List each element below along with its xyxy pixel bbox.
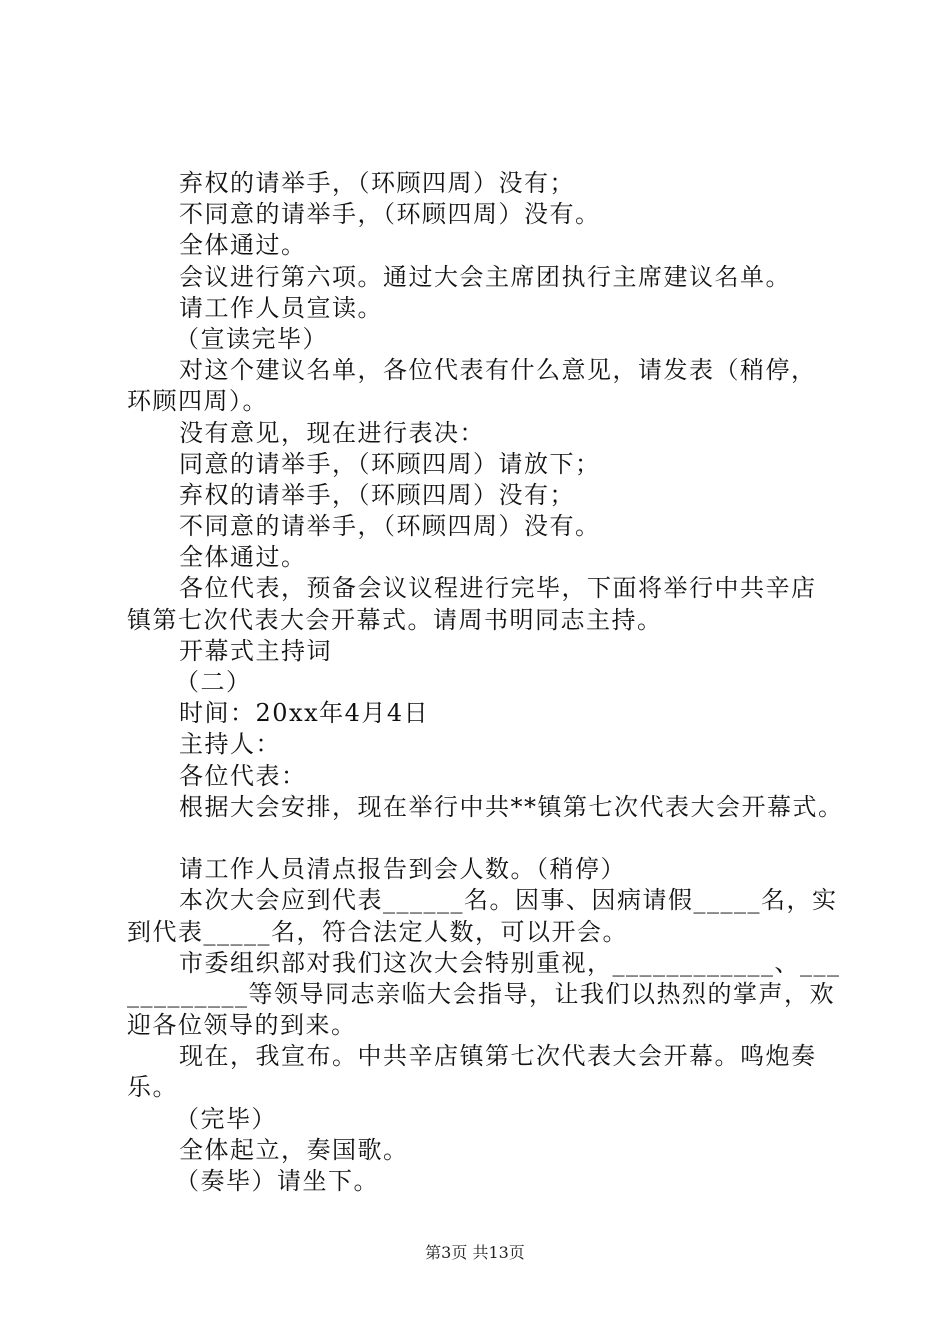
- text-line: （宣读完毕）: [175, 324, 328, 353]
- text-line: 现在，我宣布。中共辛店镇第七次代表大会开幕。鸣炮奏: [179, 1042, 817, 1071]
- section-number: （二）: [175, 668, 252, 696]
- document-body: [127, 168, 847, 1197]
- text-line: 全体通过。: [179, 543, 307, 572]
- text-line: （完毕）: [175, 1104, 277, 1133]
- text-line: 根据大会安排，现在举行中共**镇第七次代表大会开幕式。: [179, 792, 844, 821]
- text-line: 不同意的请举手，（环顾四周）没有。: [179, 512, 601, 541]
- text-line: 会议进行第六项。通过大会主席团执行主席建议名单。: [179, 262, 791, 291]
- page-footer: 第3页 共13页: [425, 1243, 525, 1262]
- text-line: 各位代表，预备会议议程进行完毕，下面将举行中共辛店: [179, 574, 817, 603]
- text-line: 弃权的请举手，（环顾四周）没有；: [179, 169, 575, 197]
- text-line: 乐。: [127, 1073, 178, 1102]
- text-line: _________等领导同志亲临大会指导，让我们以热烈的掌声，欢: [127, 979, 835, 1008]
- blank-line: [127, 823, 847, 854]
- text-line: 请工作人员宣读。: [179, 293, 383, 322]
- text-line: 请工作人员清点报告到会人数。（稍停）: [179, 855, 626, 884]
- meeting-time: 时间：20xx年4月4日: [179, 699, 430, 728]
- text-line: 弃权的请举手，（环顾四周）没有；: [179, 480, 575, 509]
- text-line: 本次大会应到代表______名。因事、因病请假_____名，实: [179, 886, 838, 915]
- text-line: 没有意见，现在进行表决：: [179, 418, 485, 447]
- salutation: 各位代表：: [179, 761, 307, 790]
- section-title: 开幕式主持词: [179, 636, 332, 665]
- text-line: 全体起立，奏国歌。: [179, 1135, 409, 1164]
- text-line: 对这个建议名单，各位代表有什么意见，请发表（稍停，: [179, 356, 817, 385]
- text-line: 到代表_____名，符合法定人数，可以开会。: [127, 917, 628, 946]
- text-line: 市委组织部对我们这次大会特别重视，____________、___: [179, 948, 841, 977]
- text-line: （奏毕）请坐下。: [175, 1167, 379, 1195]
- host-label: 主持人：: [179, 730, 281, 759]
- text-line: 迎各位领导的到来。: [127, 1011, 357, 1040]
- text-line: 全体通过。: [179, 231, 307, 260]
- text-line: 环顾四周）。: [127, 387, 268, 416]
- text-line: 不同意的请举手，（环顾四周）没有。: [179, 200, 601, 229]
- text-line: 同意的请举手，（环顾四周）请放下；: [179, 449, 601, 478]
- text-line: 镇第七次代表大会开幕式。请周书明同志主持。: [127, 605, 663, 634]
